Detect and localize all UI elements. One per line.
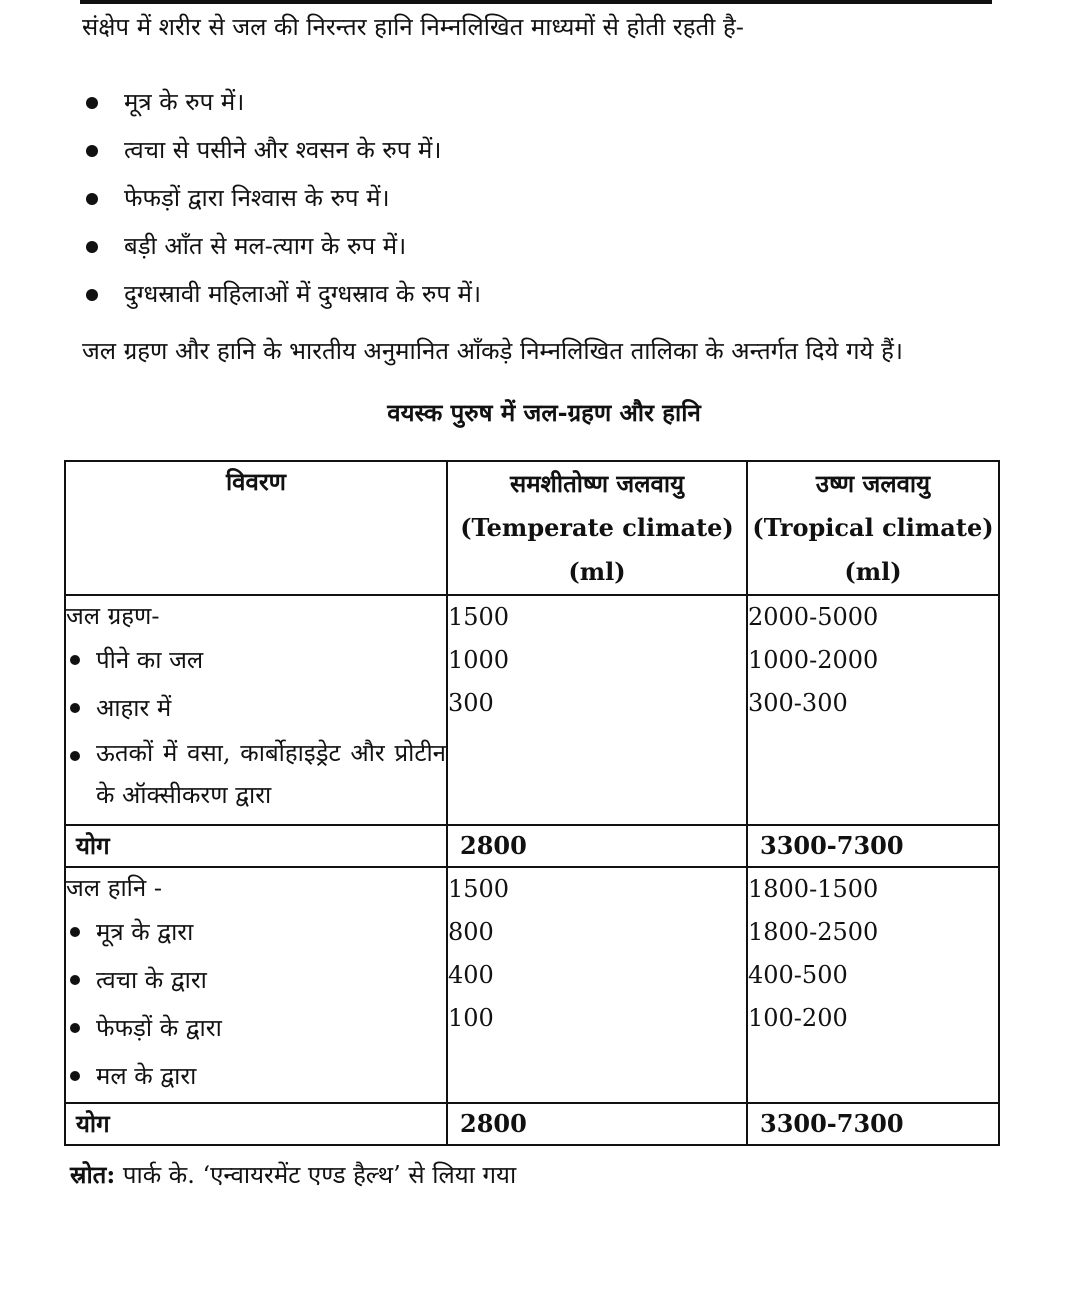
- loss-modes-list: [82, 78, 481, 318]
- header-temperate-unit: (ml): [568, 557, 626, 586]
- loss-tropical-value: 100-200: [748, 1004, 848, 1032]
- intake-total-row: [65, 825, 999, 867]
- loss-tropical-value: 1800-2500: [748, 918, 879, 946]
- intake-temperate-cell: [447, 595, 747, 825]
- loss-total-temperate: 2800: [447, 1103, 747, 1145]
- loss-temperate-value: 400: [448, 961, 494, 989]
- list-item: त्वचा से पसीने और श्वसन के रुप में।: [82, 126, 481, 174]
- header-tropical-hindi: उष्ण जलवायु: [815, 469, 931, 498]
- source-citation: [70, 1160, 516, 1190]
- loss-tropical-value: 400-500: [748, 961, 848, 989]
- intake-label: जल ग्रहण-: [66, 602, 160, 630]
- table-header-row: [65, 461, 999, 595]
- loss-description-cell: [65, 867, 447, 1103]
- list-item: मूत्र के रुप में।: [82, 78, 481, 126]
- intake-tropical-cell: [747, 595, 999, 825]
- list-item: त्वचा के द्वारा: [66, 956, 446, 1004]
- header-description-label: विवरण: [225, 467, 287, 496]
- header-tropical: [747, 461, 999, 595]
- header-tropical-english: (Tropical climate): [752, 513, 994, 542]
- list-item: बड़ी आँत से मल-त्याग के रुप में।: [82, 222, 481, 270]
- header-temperate: [447, 461, 747, 595]
- list-item: आहार में: [66, 684, 446, 732]
- intake-total-label: योग: [65, 825, 447, 867]
- list-item: मूत्र के द्वारा: [66, 908, 446, 956]
- loss-total-label: योग: [65, 1103, 447, 1145]
- list-item: फेफड़ों के द्वारा: [66, 1004, 446, 1052]
- loss-temperate-value: 100: [448, 1004, 494, 1032]
- list-item: फेफड़ों द्वारा निश्वास के रुप में।: [82, 174, 481, 222]
- loss-temperate-value: 800: [448, 918, 494, 946]
- loss-tropical-value: 1800-1500: [748, 875, 879, 903]
- header-temperate-hindi: समशीतोष्ण जलवायु: [509, 469, 684, 498]
- loss-items: [66, 908, 446, 1100]
- intake-total-temperate: 2800: [447, 825, 747, 867]
- table-row: [65, 867, 999, 1103]
- table-row: [65, 595, 999, 825]
- header-description: [65, 461, 447, 595]
- list-item: दुग्धस्रावी महिलाओं में दुग्धस्राव के रुप में।: [82, 270, 481, 318]
- intake-total-tropical: 3300-7300: [747, 825, 999, 867]
- intro-paragraph: संक्षेप में शरीर से जल की निरन्तर हानि निम्नलिखित माध्यमों से होती रहती है-: [82, 13, 744, 41]
- loss-tropical-cell: [747, 867, 999, 1103]
- intake-temperate-value: 1500: [448, 603, 510, 631]
- intake-items: [66, 636, 446, 816]
- loss-temperate-cell: [447, 867, 747, 1103]
- header-tropical-unit: (ml): [844, 557, 902, 586]
- intake-tropical-value: 300-300: [748, 689, 848, 717]
- list-item: ऊतकों में वसा, कार्बोहाइड्रेट और प्रोटीन के ऑक्सीकरण द्वारा: [66, 732, 446, 816]
- loss-total-tropical: 3300-7300: [747, 1103, 999, 1145]
- loss-total-row: [65, 1103, 999, 1145]
- loss-label: जल हानि -: [66, 874, 162, 902]
- intake-tropical-value: 2000-5000: [748, 603, 879, 631]
- intake-description-cell: [65, 595, 447, 825]
- source-label: स्रोत:: [70, 1160, 116, 1189]
- top-rule: [80, 0, 992, 4]
- intake-tropical-value: 1000-2000: [748, 646, 879, 674]
- table-title: वयस्क पुरुष में जल-ग्रहण और हानि: [387, 398, 701, 427]
- list-item: पीने का जल: [66, 636, 446, 684]
- intake-temperate-value: 1000: [448, 646, 510, 674]
- table-intro-paragraph: जल ग्रहण और हानि के भारतीय अनुमानित आँकड़े निम्नलिखित तालिका के अन्तर्गत दिये गये हैं।: [82, 337, 903, 365]
- loss-temperate-value: 1500: [448, 875, 510, 903]
- water-balance-table: [64, 460, 1000, 1146]
- source-text: पार्क के. ‘एन्वायरमेंट एण्ड हैल्थ’ से लिया गया: [122, 1161, 517, 1189]
- list-item: मल के द्वारा: [66, 1052, 446, 1100]
- header-temperate-english: (Temperate climate): [460, 513, 734, 542]
- intake-temperate-value: 300: [448, 689, 494, 717]
